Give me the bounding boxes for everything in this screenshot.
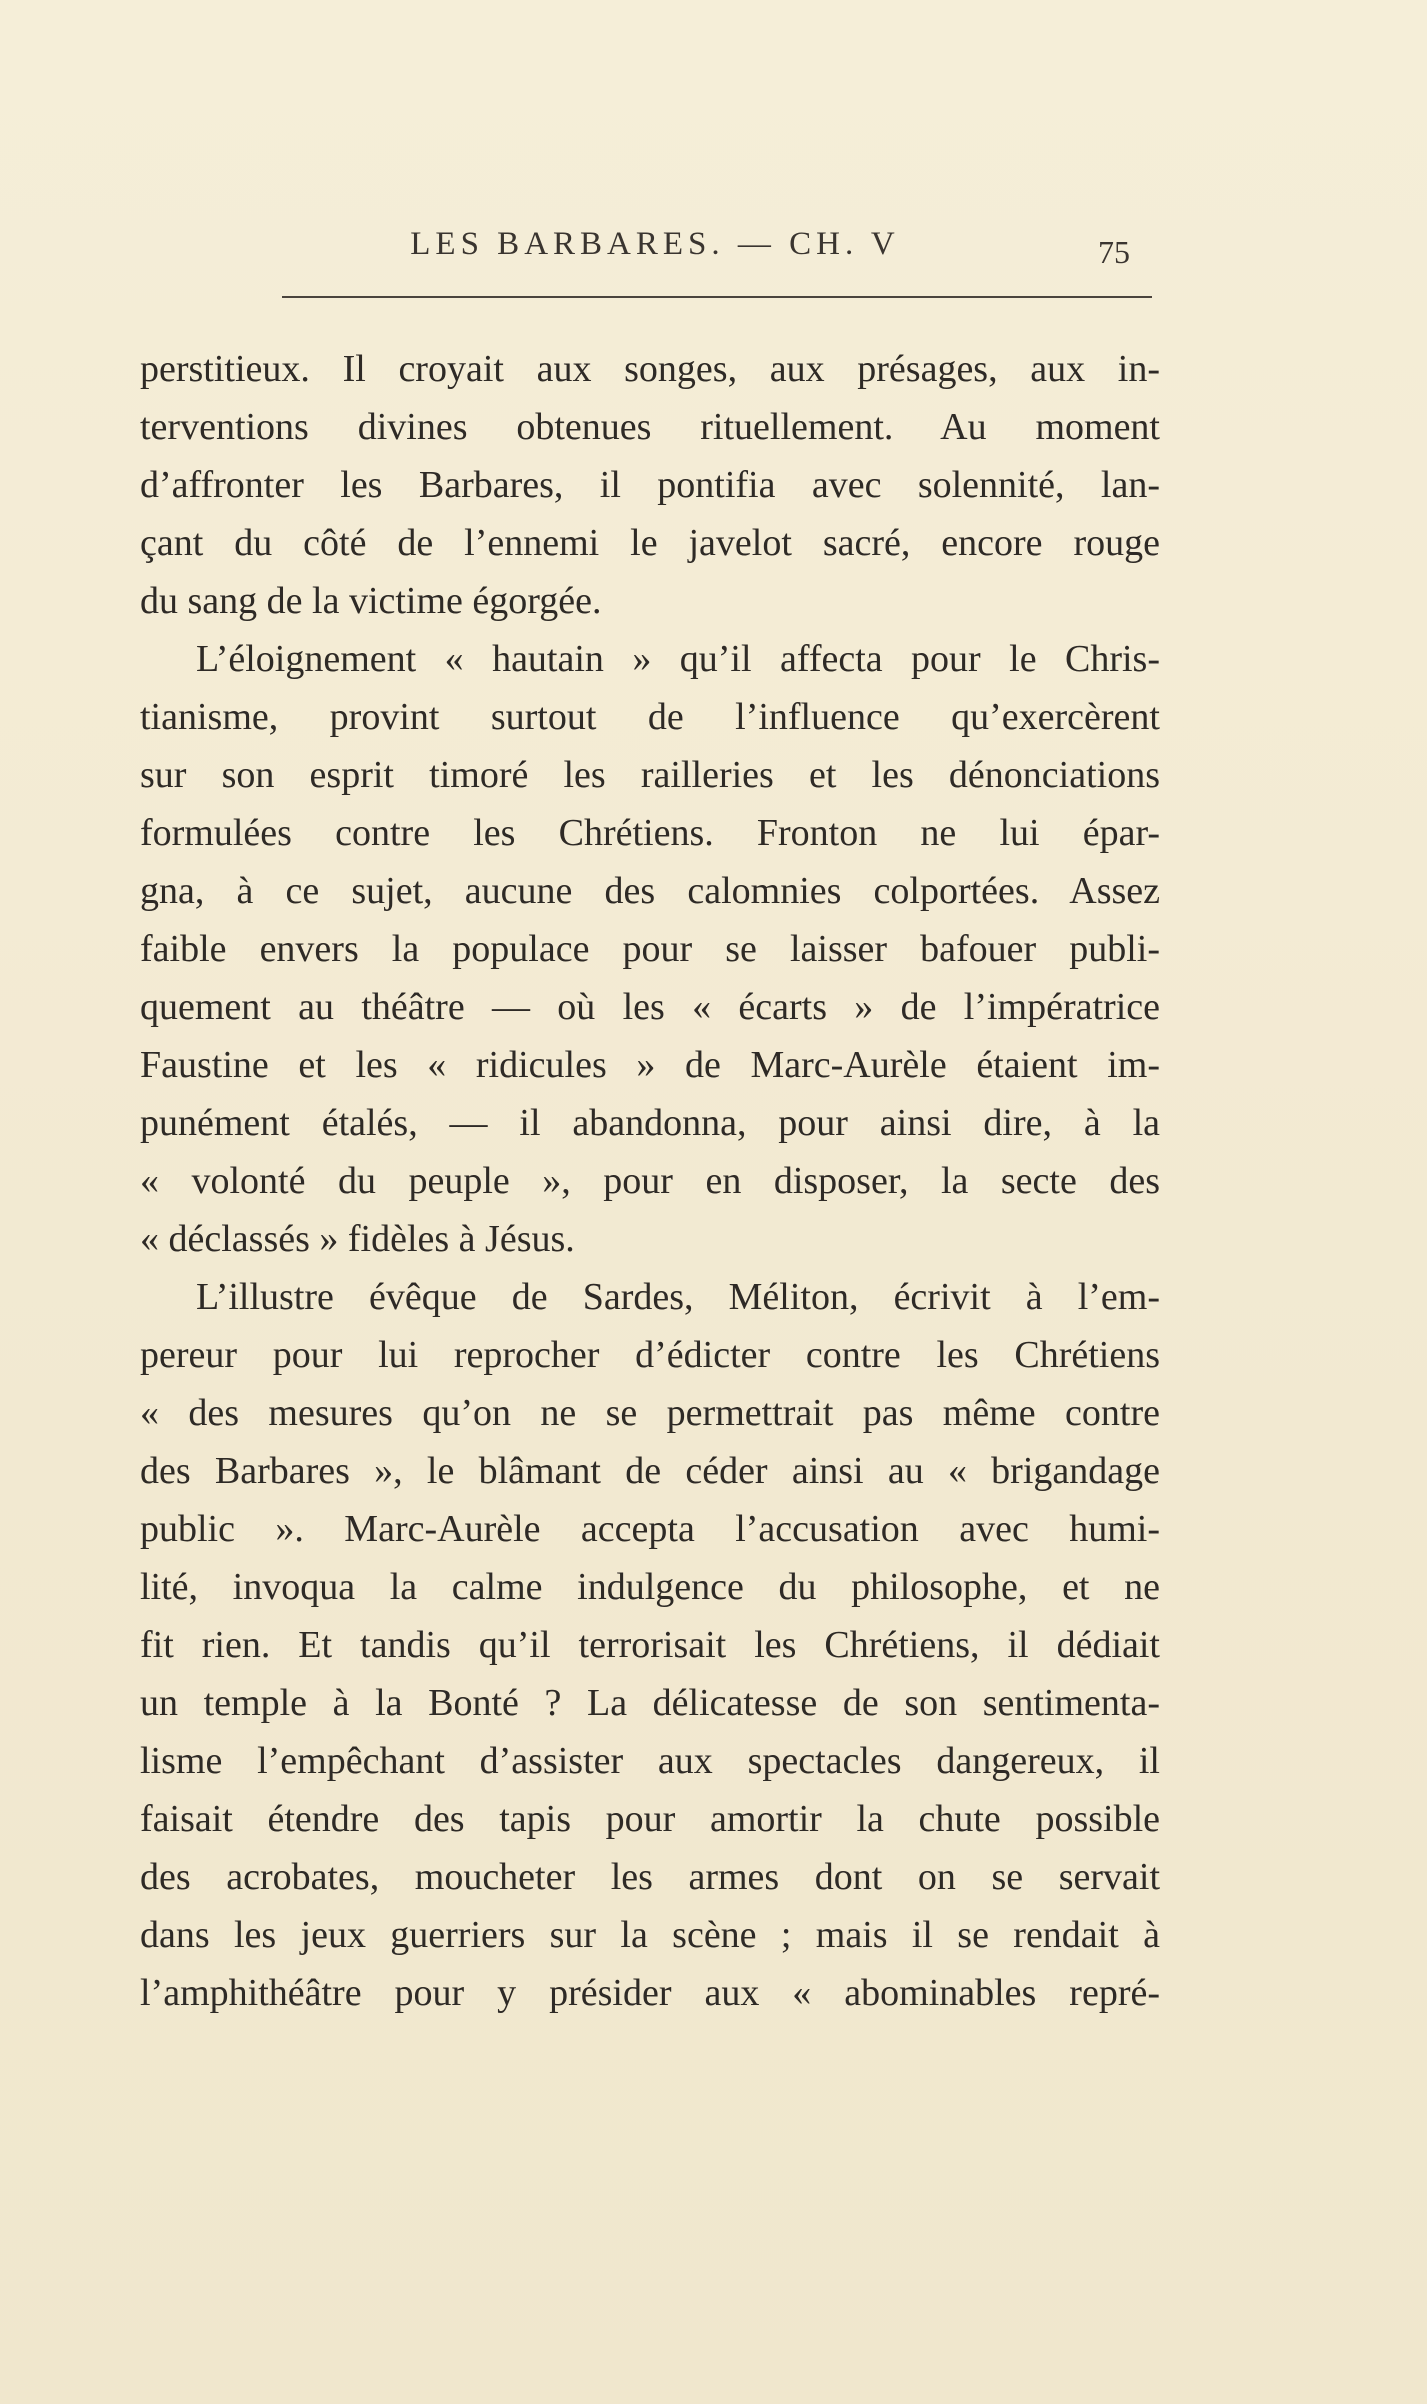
text-line: lité, invoqua la calme indulgence du philosophe, et ne bbox=[140, 1566, 1160, 1608]
text-line: des Barbares », le blâmant de céder ainsi au « brigandage bbox=[140, 1450, 1160, 1492]
text-line: sur son esprit timoré les railleries et les dénonciations bbox=[140, 754, 1160, 796]
text-line: çant du côté de l’ennemi le javelot sacré, encore rouge bbox=[140, 522, 1160, 564]
text-line: faible envers la populace pour se laisser bafouer publi- bbox=[140, 928, 1160, 970]
text-line: tianisme, provint surtout de l’influence qu’exercèrent bbox=[140, 696, 1160, 738]
text-line: quement au théâtre — où les « écarts » de l’impératrice bbox=[140, 986, 1160, 1028]
text-line: L’éloignement « hautain » qu’il affecta pour le Chris- bbox=[196, 638, 1160, 680]
text-line: lisme l’empêchant d’assister aux spectacles dangereux, il bbox=[140, 1740, 1160, 1782]
running-title: LES BARBARES. — CH. V bbox=[410, 226, 900, 262]
text-line: gna, à ce sujet, aucune des calomnies colportées. Assez bbox=[140, 870, 1160, 912]
text-line: « des mesures qu’on ne se permettrait pas même contre bbox=[140, 1392, 1160, 1434]
body-text bbox=[140, 340, 1160, 2022]
text-line: terventions divines obtenues rituellement. Au moment bbox=[140, 406, 1160, 448]
text-line: punément étalés, — il abandonna, pour ainsi dire, à la bbox=[140, 1102, 1160, 1144]
text-line: dans les jeux guerriers sur la scène ; mais il se rendait à bbox=[140, 1914, 1160, 1956]
text-line: formulées contre les Chrétiens. Fronton ne lui épar- bbox=[140, 812, 1160, 854]
text-line: d’affronter les Barbares, il pontifia avec solennité, lan- bbox=[140, 464, 1160, 506]
running-head bbox=[140, 226, 1170, 282]
text-line: l’amphithéâtre pour y présider aux « abominables repré- bbox=[140, 1972, 1160, 2014]
page-number: 75 bbox=[1098, 234, 1130, 270]
text-line: des acrobates, moucheter les armes dont on se servait bbox=[140, 1856, 1160, 1898]
text-line: Faustine et les « ridicules » de Marc-Aurèle étaient im- bbox=[140, 1044, 1160, 1086]
header-rule bbox=[282, 296, 1152, 298]
text-line: pereur pour lui reprocher d’édicter contre les Chrétiens bbox=[140, 1334, 1160, 1376]
text-line: L’illustre évêque de Sardes, Méliton, écrivit à l’em- bbox=[196, 1276, 1160, 1318]
text-line: public ». Marc-Aurèle accepta l’accusation avec humi- bbox=[140, 1508, 1160, 1550]
text-line: du sang de la victime égorgée. bbox=[140, 580, 602, 622]
text-line: faisait étendre des tapis pour amortir la chute possible bbox=[140, 1798, 1160, 1840]
text-line: un temple à la Bonté ? La délicatesse de son sentimenta- bbox=[140, 1682, 1160, 1724]
text-line: « volonté du peuple », pour en disposer, la secte des bbox=[140, 1160, 1160, 1202]
text-line: « déclassés » fidèles à Jésus. bbox=[140, 1218, 575, 1260]
text-line: fit rien. Et tandis qu’il terrorisait les Chrétiens, il dédiait bbox=[140, 1624, 1160, 1666]
text-line: perstitieux. Il croyait aux songes, aux présages, aux in- bbox=[140, 348, 1160, 390]
